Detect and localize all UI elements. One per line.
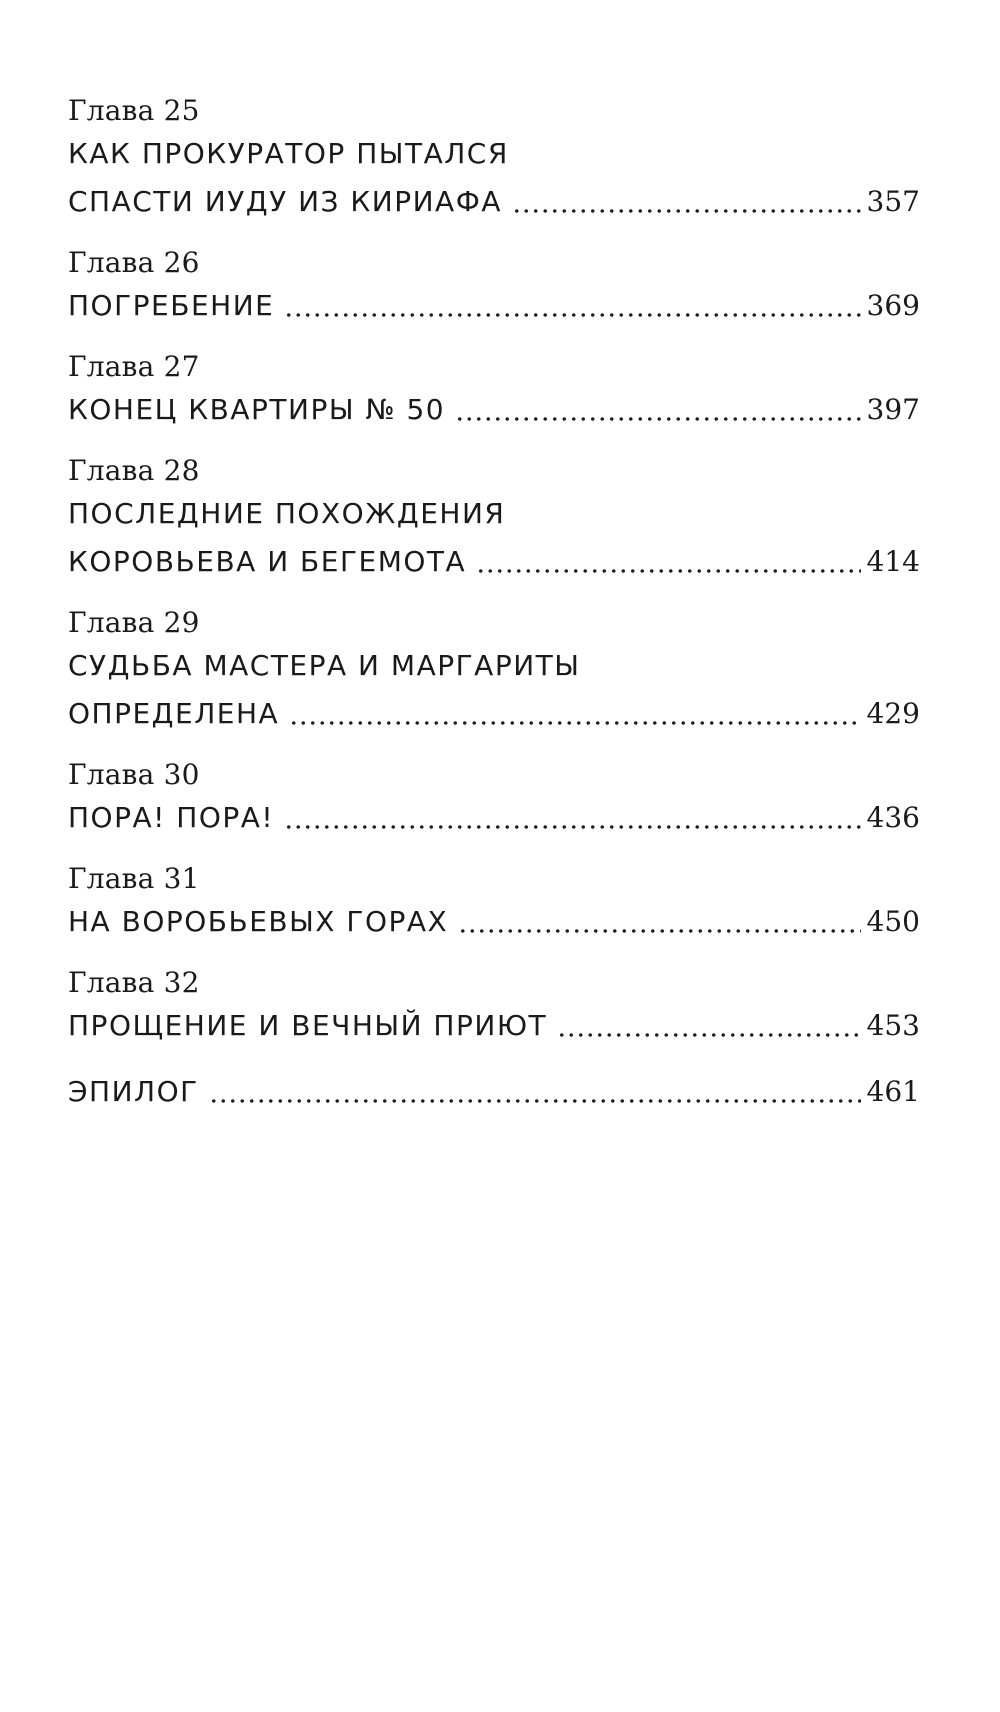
dot-leader	[455, 414, 860, 424]
page-number: 453	[866, 1009, 920, 1042]
chapter-label: Глава 29	[68, 606, 200, 639]
page-number: 436	[866, 801, 920, 834]
page-number: 429	[866, 697, 920, 730]
page-number: 450	[866, 905, 920, 938]
chapter-title-text: СПАСТИ ИУДУ ИЗ КИРИАФА	[68, 185, 502, 218]
chapter-title-final-line	[68, 386, 920, 434]
chapter-title-text: ОПРЕДЕЛЕНА	[68, 697, 280, 730]
chapter-label: Глава 32	[68, 966, 200, 999]
toc-entry-chapter-25	[68, 92, 920, 226]
chapter-title-text: КОНЕЦ КВАРТИРЫ № 50	[68, 393, 446, 426]
chapter-title-final-line	[68, 794, 920, 842]
page-number: 461	[866, 1075, 920, 1108]
chapter-label: Глава 27	[68, 350, 200, 383]
chapter-title-text: НА ВОРОБЬЕВЫХ ГОРАХ	[68, 905, 449, 938]
chapter-title-line: КАК ПРОКУРАТОР ПЫТАЛСЯ	[68, 137, 509, 170]
dot-leader	[284, 310, 860, 320]
chapter-title-final-line	[68, 538, 920, 586]
toc-entry-chapter-29	[68, 604, 920, 738]
chapter-title-final-line	[68, 898, 920, 946]
page-number: 369	[866, 289, 920, 322]
toc-entry-chapter-32	[68, 964, 920, 1050]
dot-leader	[458, 926, 860, 936]
chapter-label: Глава 30	[68, 758, 200, 791]
chapter-title-text: ПОРА! ПОРА!	[68, 801, 275, 834]
dot-leader	[476, 566, 860, 576]
dot-leader	[284, 822, 860, 832]
epilogue-line	[68, 1068, 920, 1116]
chapter-title-text: КОРОВЬЕВА И БЕГЕМОТА	[68, 545, 467, 578]
chapter-label: Глава 28	[68, 454, 200, 487]
chapter-title-text: ПОГРЕБЕНИЕ	[68, 289, 275, 322]
chapter-title-final-line	[68, 1002, 920, 1050]
toc-entry-chapter-27	[68, 348, 920, 434]
toc-entry-chapter-26	[68, 244, 920, 330]
toc-entry-chapter-31	[68, 860, 920, 946]
chapter-title-line: ПОСЛЕДНИЕ ПОХОЖДЕНИЯ	[68, 497, 506, 530]
toc-entry-epilogue	[68, 1068, 920, 1116]
page-number: 397	[866, 393, 920, 426]
table-of-contents	[68, 92, 920, 1134]
dot-leader	[209, 1096, 861, 1106]
toc-entry-chapter-28	[68, 452, 920, 586]
dot-leader	[289, 718, 860, 728]
dot-leader	[512, 206, 861, 216]
chapter-title-text: ПРОЩЕНИЕ И ВЕЧНЫЙ ПРИЮТ	[68, 1009, 548, 1042]
chapter-label: Глава 25	[68, 94, 200, 127]
page-number: 357	[866, 185, 920, 218]
chapter-title-final-line	[68, 178, 920, 226]
chapter-title-final-line	[68, 690, 920, 738]
chapter-title-line: СУДЬБА МАСТЕРА И МАРГАРИТЫ	[68, 649, 581, 682]
chapter-label: Глава 31	[68, 862, 200, 895]
toc-entry-chapter-30	[68, 756, 920, 842]
chapter-label: Глава 26	[68, 246, 200, 279]
chapter-title-final-line	[68, 282, 920, 330]
epilogue-title: ЭПИЛОГ	[68, 1075, 199, 1108]
page-number: 414	[866, 545, 920, 578]
dot-leader	[557, 1030, 860, 1040]
